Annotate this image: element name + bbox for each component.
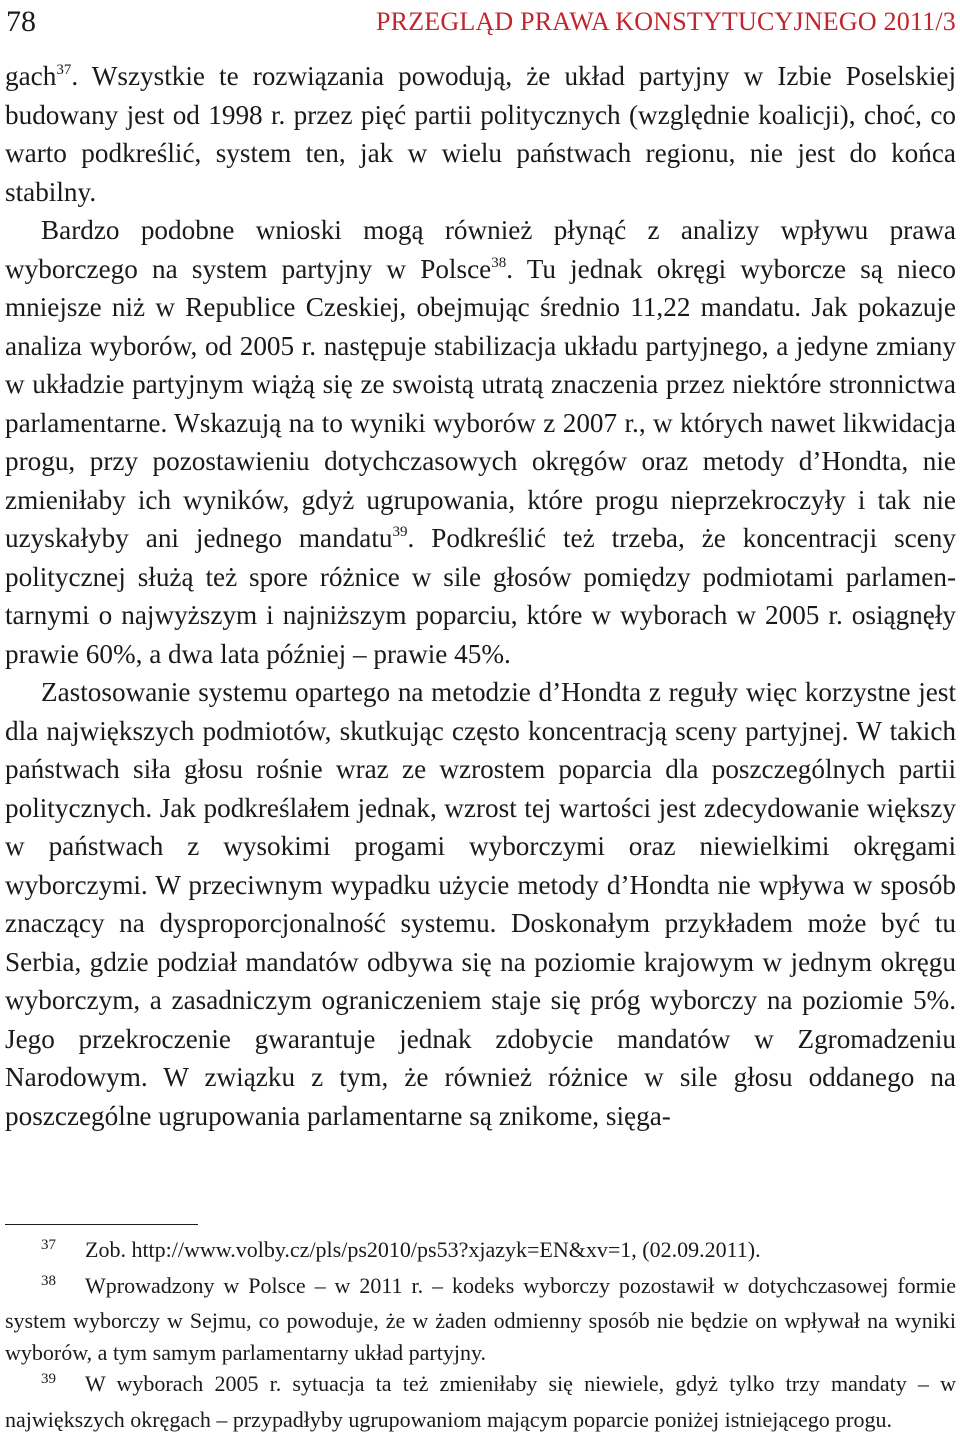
paragraph-1-text-a: gach bbox=[5, 61, 57, 91]
footnote-text: W wyborach 2005 r. sytuacja ta też zmieniłaby się niewiele, gdyż tylko trzy mandaty – w największych okręgach – przypadłyby ugrupowaniom mającym poparcie poniżej istniejącego progu. bbox=[5, 1371, 956, 1432]
footnote-text: Wprowadzony w Polsce – w 2011 r. – kodeks wyborczy pozostawił w dotychczasowej formie system wyborczy w Sejmu, co powoduje, że w żaden odmienny sposób nie będzie on wpływał na wyniki wyborów, a tym samym parlamentarny układ partyjny. bbox=[5, 1272, 956, 1365]
running-header bbox=[6, 2, 956, 42]
paragraph-2-text-a: Bardzo podobne wnioski mogą również płynąć z analizy wpływu prawa wyborczego na system partyjny w Polsce bbox=[5, 215, 956, 284]
footnote-separator bbox=[5, 1224, 198, 1225]
footnote-38 bbox=[5, 1270, 956, 1369]
footnote-37 bbox=[5, 1234, 956, 1270]
footnote-text: Zob. http://www.volby.cz/pls/ps2010/ps53?xjazyk=EN&xv=1, (02.09.2011). bbox=[85, 1237, 761, 1262]
footnote-ref-39: 39 bbox=[392, 524, 408, 540]
paragraph-2-text-c: . Podkreślić też trzeba, że koncentracji sceny politycznej służą też spore różnice w sile głosów pomiędzy podmiotami parlamentarnymi o najwyższym i najniższym poparciu, które w wyborach w 2005 r. osiągnęły prawie 60%, a dwa lata później – prawie 45%. bbox=[5, 523, 956, 669]
paragraph-1 bbox=[5, 57, 956, 211]
paragraph-1-text-b: . Wszystkie te rozwiązania powodują, że układ partyjny w Izbie Poselskiej budowany jest od 1998 r. przez pięć partii politycznych (względnie koalicji), choć, co warto podkreślić, system ten, jak w wielu państwach regionu, nie jest do końca stabilny. bbox=[5, 61, 956, 207]
footnote-39 bbox=[5, 1368, 956, 1435]
footnote-number: 39 bbox=[41, 1371, 56, 1387]
page-number: 78 bbox=[6, 5, 36, 38]
paragraph-2 bbox=[5, 211, 956, 673]
footnotes bbox=[5, 1234, 956, 1435]
journal-title: PRZEGLĄD PRAWA KONSTYTUCYJNEGO 2011/3 bbox=[376, 7, 956, 36]
footnote-ref-38: 38 bbox=[491, 254, 507, 271]
footnote-number: 38 bbox=[41, 1272, 56, 1289]
footnote-number: 37 bbox=[41, 1237, 56, 1253]
paragraph-2-text-b: . Tu jednak okręgi wyborcze są nieco mniejsze niż w Republice Czeskiej, obejmując średnio 11,22 mandatu. Jak pokazuje analiza wyborów, od 2005 r. następuje stabilizacja układu partyjnego, a jedyne zmiany w układzie partyjnym wiążą się ze swoistą utratą znaczenia przez niektóre stronnictwa parlamentarne. Wskazują na to wyniki wyborów z 2007 r., w których nawet likwidacja progu, przy pozostawieniu dotychczasowych okręgów oraz metody d’Hondta, nie zmieniłaby ich wyników, gdyż ugrupowania, które progu nieprzekroczyły i tak nie uzyskałyby ani jednego mandatu bbox=[5, 253, 956, 553]
footnote-ref-37: 37 bbox=[56, 62, 72, 78]
paragraph-3: Zastosowanie systemu opartego na metodzie d’Hondta z reguły więc korzystne jest dla największych podmiotów, skutkując często koncentracją sceny partyjnej. W takich państwach siła głosu rośnie wraz ze wzrostem poparcia dla poszczególnych partii politycznych. Jak podkreślałem jednak, wzrost tej wartości jest zdecydowanie większy w państwach z wysokimi progami wyborczymi oraz niewielkimi okręgami wyborczymi. W przeciwnym wypadku użycie metody d’Hondta nie wpływa w sposób znaczący na dysproporcjonalność systemu. Doskonałym przykładem może być tu Serbia, gdzie podział mandatów odbywa się na poziomie krajowym w jednym okręgu wyborczym, a zasadniczym ograniczeniem staje się próg wyborczy na poziomie 5%. Jego przekroczenie gwarantuje jednak zdobycie mandatów w Zgromadzeniu Narodowym. W związku z tym, że również różnice w sile głosu oddanego na poszczególne ugrupowania parlamentarne są znikome, sięga- bbox=[5, 677, 956, 1131]
main-text bbox=[5, 57, 956, 1135]
